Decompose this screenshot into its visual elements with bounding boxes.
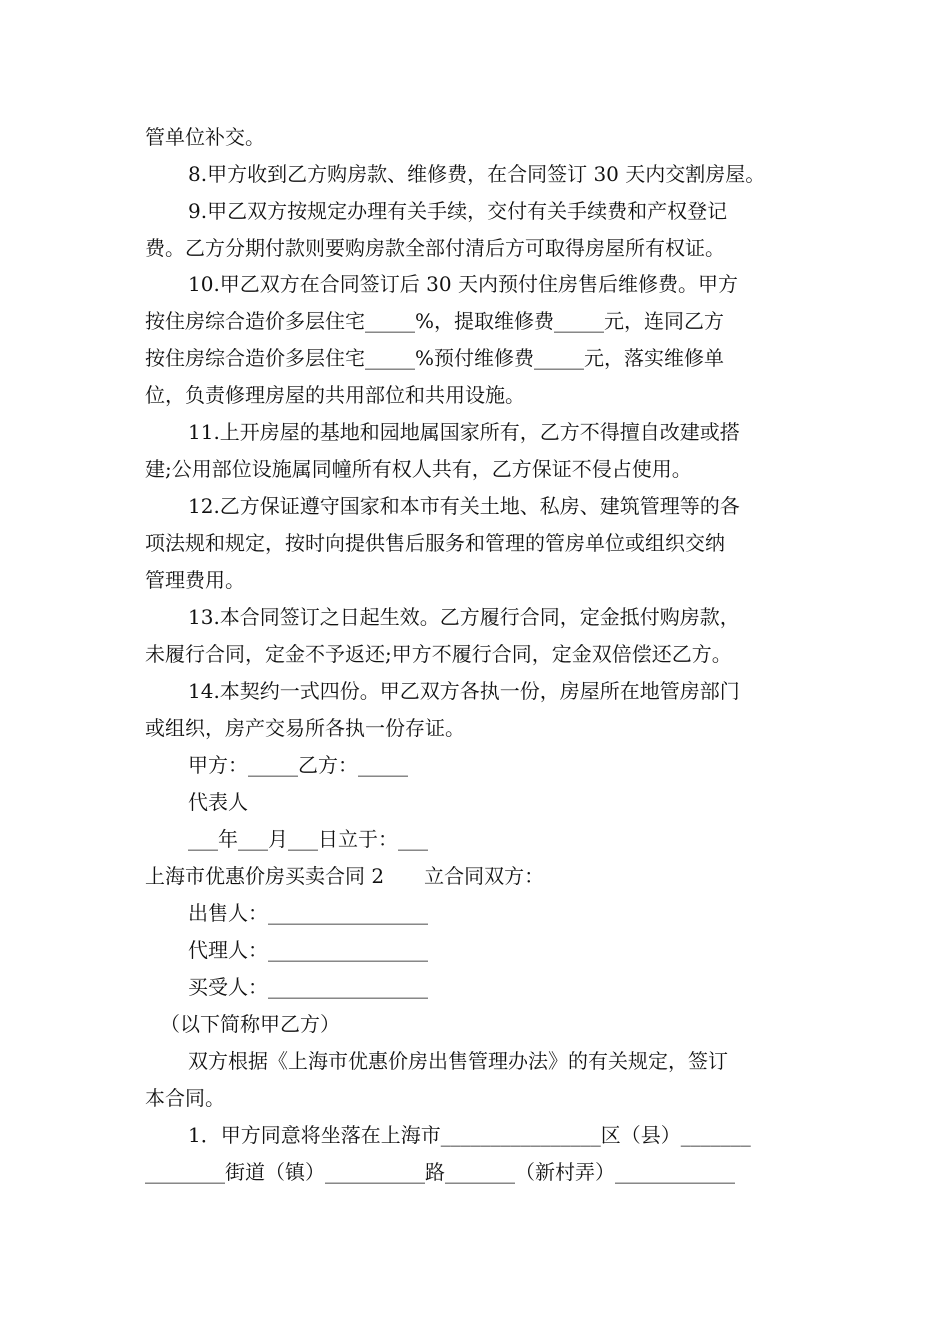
- clause-12-line-2: 项法规和规定，按时向提供售后服务和管理的管房单位或组织交纳: [145, 531, 725, 555]
- parties-signature-line: 甲方：_____乙方：_____: [188, 753, 408, 777]
- clause-12-line-1: 12.乙方保证遵守国家和本市有关土地、私房、建筑管理等的各: [188, 494, 740, 518]
- seller-field: 出售人：________________: [188, 901, 428, 925]
- clause-12-line-3: 管理费用。: [145, 568, 245, 592]
- contract-2-title: 上海市优惠价房买卖合同 2 立合同双方：: [145, 864, 545, 888]
- clause-10-line-1: 10.甲乙双方在合同签订后 30 天内预付住房售后维修费。甲方: [188, 272, 738, 296]
- clause-9-line-2: 费。乙方分期付款则要购房款全部付清后方可取得房屋所有权证。: [145, 236, 725, 260]
- clause-1-line-1: 1．甲方同意将坐落在上海市________________区（县）_______: [188, 1123, 751, 1147]
- clause-10-line-3: 按住房综合造价多层住宅_____%预付维修费_____元，落实维修单: [145, 346, 725, 370]
- agent-field: 代理人：________________: [188, 938, 428, 962]
- clause-14-line-1: 14.本契约一式四份。甲乙双方各执一份，房屋所在地管房部门: [188, 679, 740, 703]
- clause-13-line-1: 13.本合同签订之日起生效。乙方履行合同，定金抵付购房款，: [188, 605, 740, 629]
- clause-9-line-1: 9.甲乙双方按规定办理有关手续，交付有关手续费和产权登记: [188, 199, 728, 223]
- clause-10-line-2: 按住房综合造价多层住宅_____%，提取维修费_____元，连同乙方: [145, 309, 725, 333]
- representative-label: 代表人: [188, 790, 248, 814]
- date-line: ___年___月___日立于：___: [188, 827, 428, 851]
- preamble-line-1: 双方根据《上海市优惠价房出售管理办法》的有关规定，签订: [188, 1049, 728, 1073]
- text-line: 管单位补交。: [145, 125, 265, 149]
- clause-11-line-2: 建;公用部位设施属同幢所有权人共有，乙方保证不侵占使用。: [145, 457, 692, 481]
- preamble-line-2: 本合同。: [145, 1086, 225, 1110]
- clause-11-line-1: 11.上开房屋的基地和园地属国家所有，乙方不得擅自改建或搭: [188, 420, 740, 444]
- clause-1-line-2: ________街道（镇）__________路_______（新村弄）____________: [145, 1160, 735, 1184]
- buyer-field: 买受人：________________: [188, 975, 428, 999]
- clause-8: 8.甲方收到乙方购房款、维修费，在合同签订 30 天内交割房屋。: [188, 162, 766, 186]
- clause-14-line-2: 或组织，房产交易所各执一份存证。: [145, 716, 465, 740]
- parties-abbreviation-note: （以下简称甲乙方）: [160, 1012, 340, 1036]
- clause-13-line-2: 未履行合同，定金不予返还;甲方不履行合同，定金双倍偿还乙方。: [145, 642, 732, 666]
- clause-10-line-4: 位，负责修理房屋的共用部位和共用设施。: [145, 383, 525, 407]
